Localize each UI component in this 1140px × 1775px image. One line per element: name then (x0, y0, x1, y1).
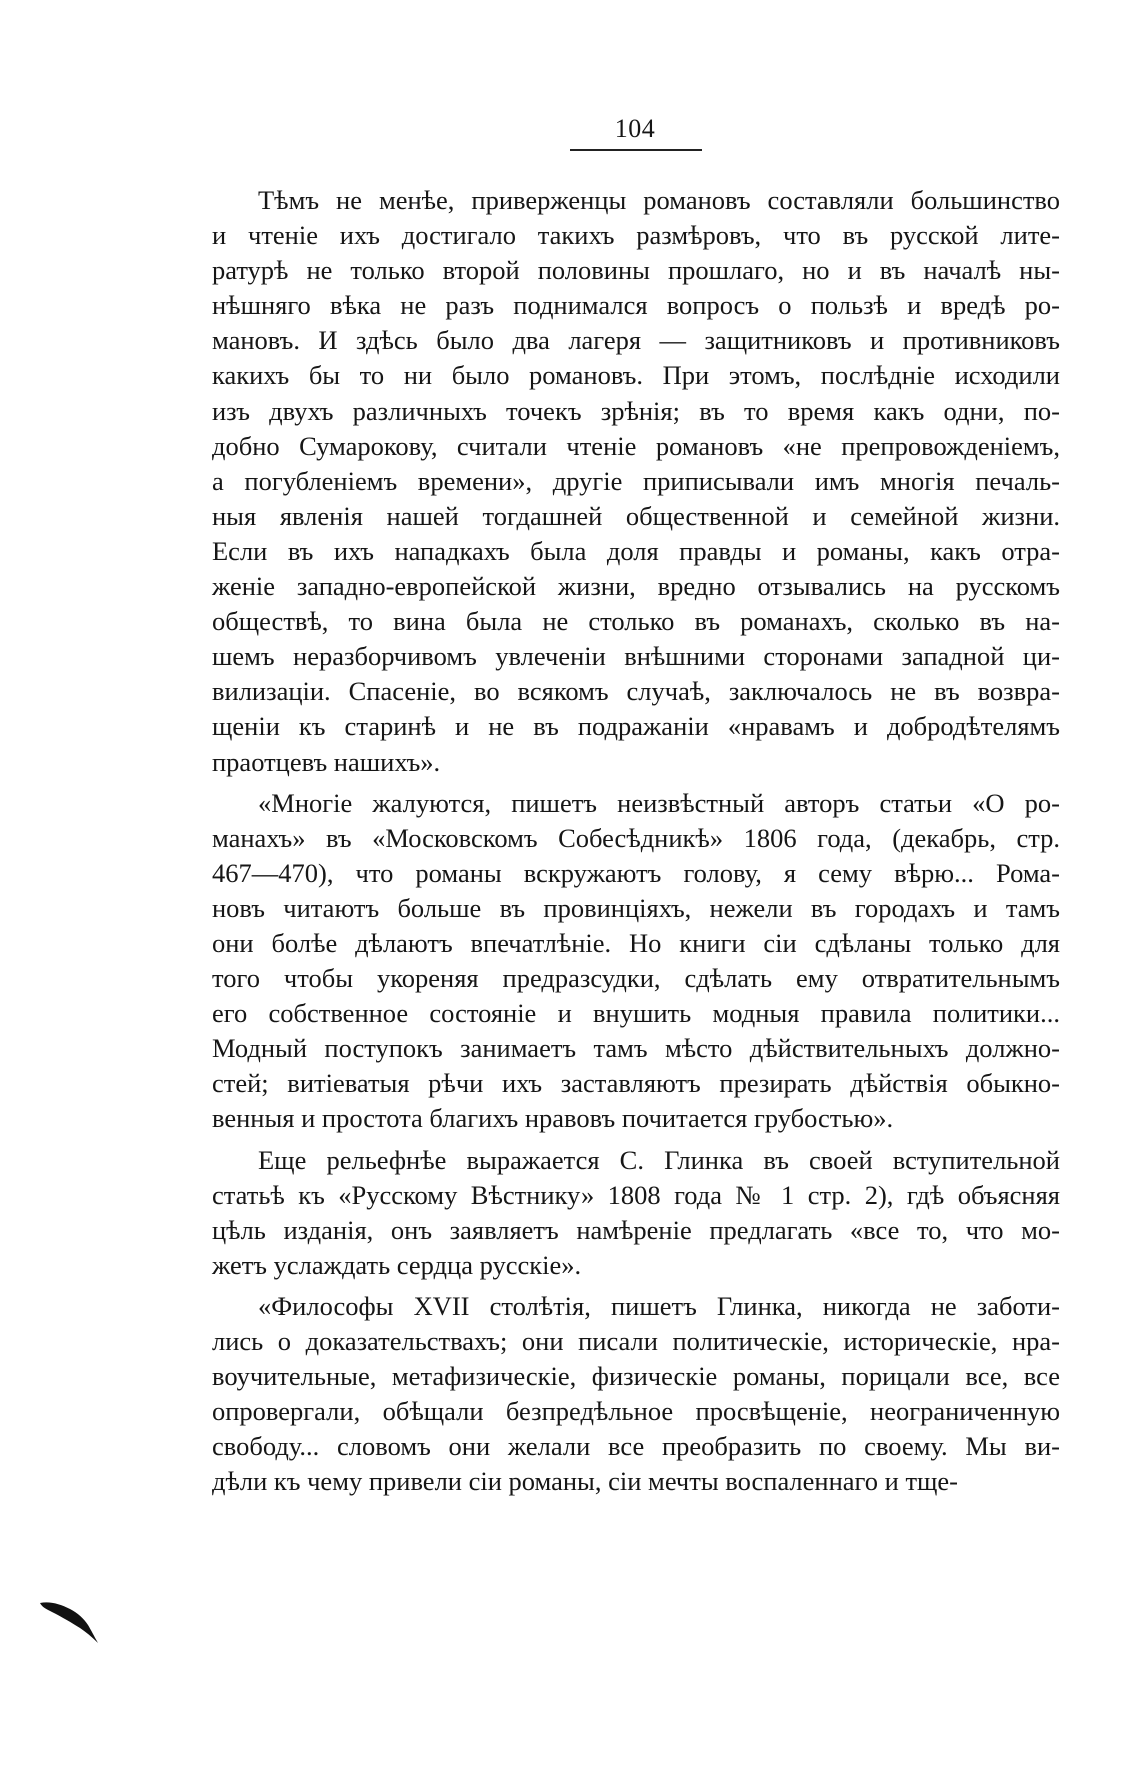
text-line: они болѣе дѣлаютъ впечатлѣніе. Но книги сіи сдѣланы только для (212, 927, 1060, 958)
text-line: ратурѣ не только второй половины прошлаго, но и въ началѣ ны- (212, 255, 1060, 286)
text-line: жетъ услаждать сердца русскіе». (212, 1249, 582, 1280)
text-line: «Философы XVII столѣтія, пишетъ Глинка, никогда не заботи- (258, 1290, 1060, 1321)
text-line: свободу... словомъ они желали все преобразить по своему. Мы ви- (212, 1431, 1060, 1462)
text-line: нѣшняго вѣка не разъ поднимался вопросъ о пользѣ и вредѣ ро- (212, 290, 1060, 321)
paragraph (212, 183, 1060, 780)
text-line: женіе западно-европейской жизни, вредно отзывались на русскомъ (212, 571, 1060, 602)
text-line: «Многіе жалуются, пишетъ неизвѣстный авторъ статьи «О ро- (258, 787, 1060, 818)
text-line: дѣли къ чему привели сіи романы, сіи мечты воспаленнаго и тще- (212, 1466, 959, 1497)
body-text (212, 183, 1060, 1505)
text-line: стей; витіеватыя рѣчи ихъ заставляютъ презирать дѣйствія обыкно- (212, 1068, 1060, 1099)
text-line: мановъ. И здѣсь было два лагеря — защитниковъ и противниковъ (212, 325, 1060, 356)
text-line: цѣль изданія, онъ заявляетъ намѣреніе предлагать «все то, что мо- (212, 1214, 1060, 1245)
text-line: обществѣ, то вина была не столько въ романахъ, сколько въ на- (212, 606, 1060, 637)
text-line: венныя и простота благихъ нравовъ почитается грубостью». (212, 1103, 894, 1134)
text-line: Еще рельефнѣе выражается С. Глинка въ своей вступительной (258, 1144, 1060, 1175)
text-line: Если въ ихъ нападкахъ была доля правды и романы, какъ отра- (212, 535, 1060, 566)
text-line: того чтобы укореняя предразсудки, сдѣлать ему отвратительнымъ (212, 963, 1060, 994)
text-line: новъ читаютъ больше въ провинціяхъ, нежели въ городахъ и тамъ (212, 892, 1060, 923)
text-line: Модный поступокъ занимаетъ тамъ мѣсто дѣйствительныхъ должно- (212, 1033, 1060, 1064)
text-line: праотцевъ нашихъ». (212, 746, 441, 777)
paragraph (212, 1143, 1060, 1283)
text-line: шемъ неразборчивомъ увлеченіи внѣшними сторонами западной ци- (212, 641, 1060, 672)
text-line: какихъ бы то ни было романовъ. При этомъ, послѣдніе исходили (212, 360, 1060, 391)
text-line: манахъ» въ «Московскомъ Собесѣдникѣ» 1806 года, (декабрь, стр. (212, 822, 1060, 853)
header-rule (570, 149, 702, 151)
page-number: 104 (614, 114, 656, 143)
text-line: щеніи къ старинѣ и не въ подражаніи «нравамъ и добродѣтелямъ (212, 711, 1060, 742)
text-line: и чтеніе ихъ достигало такихъ размѣровъ, что въ русской лите- (212, 220, 1060, 251)
paragraph (212, 1289, 1060, 1500)
text-line: ныя явленія нашей тогдашней общественной и семейной жизни. (212, 500, 1060, 531)
text-line: его собственное состояніе и внушить модныя правила политики... (212, 998, 1060, 1029)
text-line: воучительные, метафизическіе, физическіе романы, порицали все, все (212, 1361, 1060, 1392)
text-line: опровергали, обѣщали безпредѣльное просвѣщеніе, неограниченную (212, 1396, 1060, 1427)
text-line: а погубленіемъ времени», другіе приписывали имъ многія печаль- (212, 465, 1060, 496)
text-line: 467—470), что романы вскружаютъ голову, я сему вѣрю... Рома- (212, 857, 1060, 888)
text-line: лись о доказательствахъ; они писали политическіе, историческіе, нра- (212, 1326, 1060, 1356)
scan-smudge-mark (38, 1595, 100, 1645)
text-line: добно Сумарокову, считали чтеніе романовъ «не препровожденіемъ, (212, 430, 1060, 461)
text-line: Тѣмъ не менѣе, приверженцы романовъ составляли большинство (258, 185, 1060, 215)
text-line: изъ двухъ различныхъ точекъ зрѣнія; въ то время какъ одни, по- (212, 395, 1060, 426)
text-line: статьѣ къ «Русскому Вѣстнику» 1808 года № 1 стр. 2), гдѣ объясняя (212, 1179, 1060, 1210)
text-line: вилизаціи. Спасеніе, во всякомъ случаѣ, заключалось не въ возвра- (212, 676, 1060, 707)
paragraph (212, 786, 1060, 1137)
